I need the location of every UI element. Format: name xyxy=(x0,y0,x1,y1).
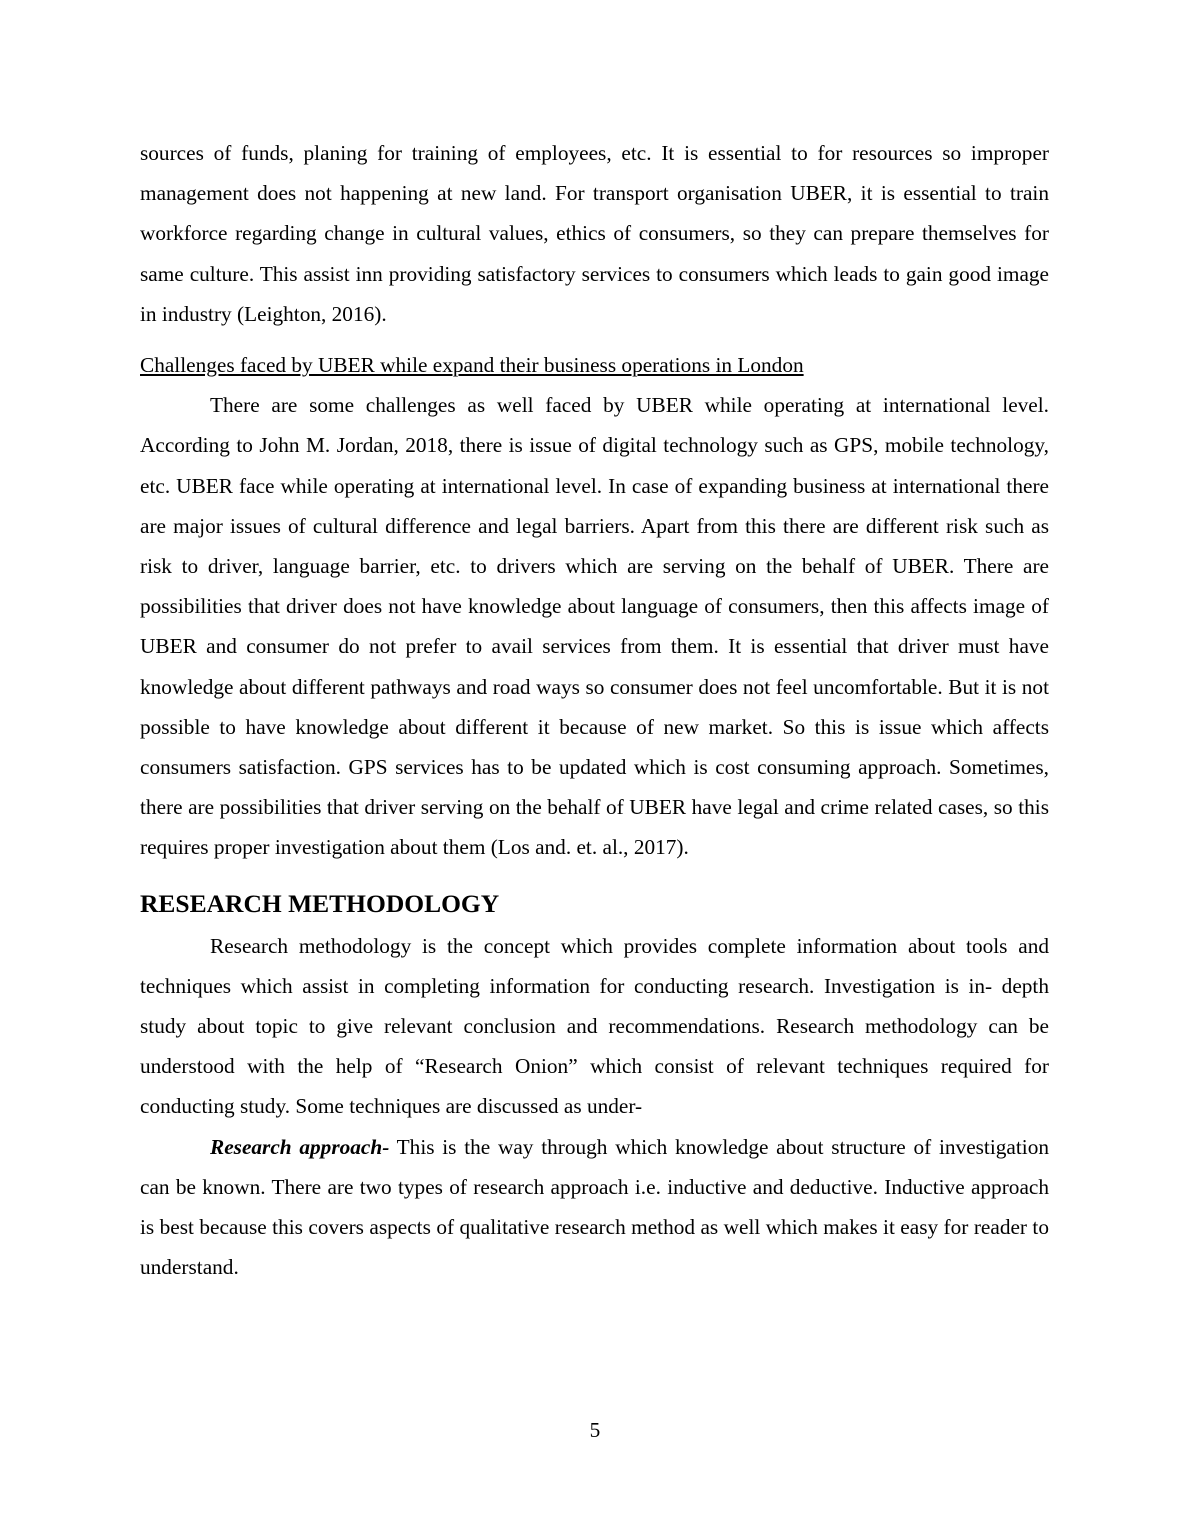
research-methodology-heading: RESEARCH METHODOLOGY xyxy=(140,888,500,918)
research-approach-text: This is the way through which knowledge about structure of investigation can be known. There are two types of research approach i.e. inductive and deductive. Inductive approach is best because this covers aspects of qualitative research method as well which makes it easy for reader to understand. xyxy=(140,1134,1049,1280)
challenges-heading: Challenges faced by UBER while expand their business operations in London xyxy=(140,353,804,378)
challenges-paragraph: There are some challenges as well faced by UBER while operating at international level. According to John M. Jordan, 2018, there is issue of digital technology such as GPS, mobile technology, etc. UBER face while operating at international level. In case of expanding business at international there are major issues of cultural difference and legal barriers. Apart from this there are different risk such as risk to driver, language barrier, etc. to drivers which are serving on the behalf of UBER. There are possibilities that driver does not have knowledge about language of consumers, then this affects image of UBER and consumer do not prefer to avail services from them. It is essential that driver must have knowledge about different pathways and road ways so consumer does not feel uncomfortable. But it is not possible to have knowledge about different it because of new market. So this is issue which affects consumers satisfaction. GPS services has to be updated which is cost consuming approach. Sometimes, there are possibilities that driver serving on the behalf of UBER have legal and crime related cases, so this requires proper investigation about them (Los and. et. al., 2017). xyxy=(140,393,1049,860)
document-page xyxy=(140,133,1049,1287)
page-number: 5 xyxy=(589,1418,601,1442)
intro-continued-paragraph: sources of funds, planing for training of employees, etc. It is essential to for resources so improper management does not happening at new land. For transport organisation UBER, it is essential to train workforce regarding change in cultural values, ethics of consumers, so they can prepare themselves for same culture. This assist inn providing satisfactory services to consumers which leads to gain good image in industry (Leighton, 2016). xyxy=(140,141,1049,326)
methodology-paragraph: Research methodology is the concept which provides complete information about tools and techniques which assist in completing information for conducting research. Investigation is in- depth study about topic to give relevant conclusion and recommendations. Research methodology can be understood with the help of “Research Onion” which consist of relevant techniques required for conducting study. Some techniques are discussed as under- xyxy=(140,933,1049,1119)
research-approach-label: Research approach- xyxy=(210,1134,390,1159)
research-approach-paragraph xyxy=(140,1127,1049,1288)
